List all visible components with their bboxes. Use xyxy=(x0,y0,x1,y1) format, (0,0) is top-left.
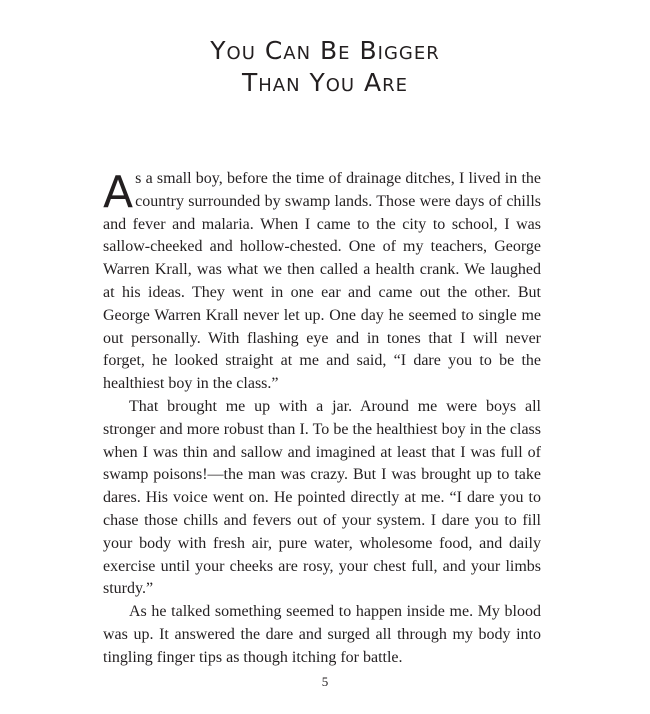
body-text xyxy=(103,168,541,670)
chapter-title xyxy=(0,35,650,99)
page-number: 5 xyxy=(321,674,329,689)
chapter-title-line-2: Than You Are xyxy=(241,68,409,97)
paragraph-2: That brought me up with a jar. Around me were boys all stronger and more robust than I. To be the healthiest boy in the class when I was thin and sallow and imagined at least that I was full of swamp poisons!—the man was crazy. But I was brought up to take dares. His voice went on. He pointed directly at me. “I dare you to chase those chills and fevers out of your system. I dare you to fill your body with fresh air, pure water, wholesome food, and daily exercise until your cheeks are rosy, your chest full, and your limbs sturdy.” xyxy=(103,397,541,598)
paragraph-1-text: s a small boy, before the time of drainage ditches, I lived in the country surrounded by swamp lands. Those were days of chills and fever and malaria. When I came to the city to school, I was sallow-cheeked and hollow-chested. One of my teachers, George Warren Krall, was what we then called a health crank. We laughed at his ideas. They went in one ear and came out the other. But George Warren Krall never let up. One day he seemed to single me out personally. With flashing eye and in tones that I will never forget, he looked straight at me and said, “I dare you to be the healthiest boy in the class.” xyxy=(103,170,541,393)
drop-cap: A xyxy=(103,167,134,218)
paragraph-3: As he talked something seemed to happen inside me. My blood was up. It answered the dare and surged all through my body into tingling finger tips as though itching for battle. xyxy=(103,603,541,666)
paragraph-1 xyxy=(103,168,541,396)
chapter-title-line-1: You Can Be Bigger xyxy=(210,36,440,65)
